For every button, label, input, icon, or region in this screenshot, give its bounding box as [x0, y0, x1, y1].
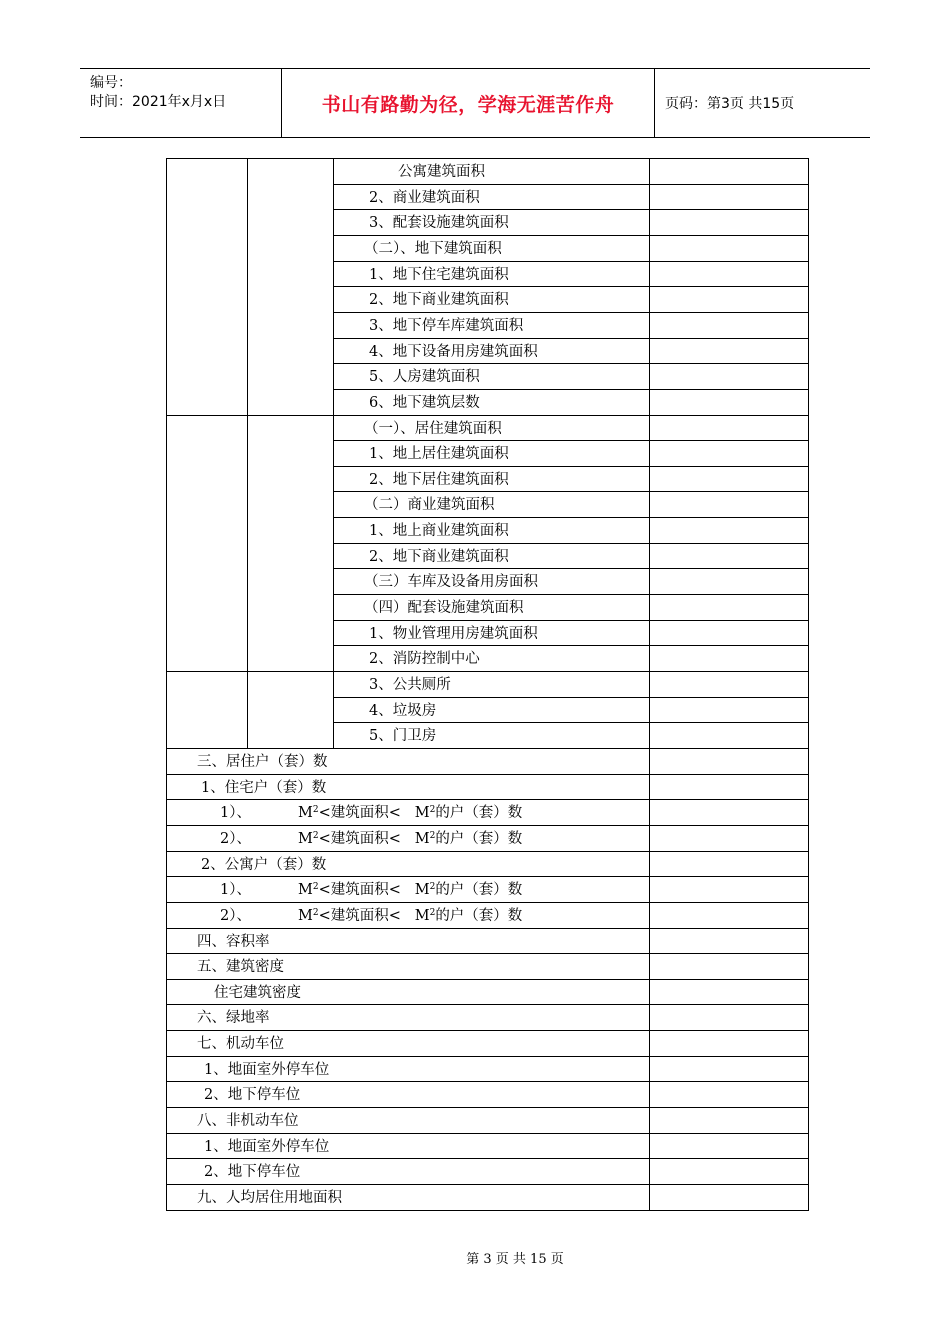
item-label: 四、容积率 [197, 934, 270, 950]
item-label: 1、地上商业建筑面积 [369, 523, 509, 539]
value-cell [649, 825, 809, 852]
item-label: 3、配套设施建筑面积 [369, 215, 509, 231]
item-cell [333, 184, 650, 210]
header-meta [80, 69, 282, 137]
value-cell [649, 671, 809, 698]
item-label: 2、消防控制中心 [369, 651, 480, 667]
item-cell [333, 722, 650, 749]
item-label: （二）商业建筑面积 [364, 497, 495, 513]
item-label: 1、地面室外停车位 [204, 1139, 330, 1155]
item-label: 2、地下停车位 [204, 1164, 301, 1180]
item-label: 3、地下停车库建筑面积 [369, 318, 524, 334]
item-label: 2、公寓户（套）数 [201, 857, 327, 873]
value-cell [649, 594, 809, 621]
area-range-label: $M^2<$建筑面积< $M^2$的户（套）数 [298, 805, 523, 821]
item-cell-wide [166, 1133, 650, 1159]
item-cell-wide [166, 876, 650, 903]
item-label: 2）、 [220, 908, 251, 924]
item-cell [333, 491, 650, 518]
value-cell [649, 799, 809, 826]
item-label: 2）、 [220, 831, 251, 847]
item-cell-wide [166, 1184, 650, 1211]
item-cell [333, 645, 650, 672]
code-label: 编号： [90, 75, 132, 91]
item-cell-wide [166, 928, 650, 954]
subcategory-cell-3 [247, 671, 334, 749]
time-label: 时间：2021年x月x日 [90, 94, 227, 110]
value-cell [649, 568, 809, 595]
item-label: 六、绿地率 [197, 1010, 270, 1026]
item-cell [333, 543, 650, 569]
value-cell [649, 517, 809, 544]
value-cell [649, 286, 809, 313]
item-label: 4、垃圾房 [369, 703, 437, 719]
area-index-table [166, 158, 808, 1212]
item-label: 1）、 [220, 882, 251, 898]
value-cell [649, 389, 809, 416]
value-cell [649, 620, 809, 646]
value-cell [649, 1081, 809, 1108]
item-label: （二）、地下建筑面积 [364, 241, 502, 257]
item-cell-wide [166, 953, 650, 980]
item-cell-wide [166, 1056, 650, 1082]
value-cell [649, 722, 809, 749]
item-label: 住宅建筑密度 [214, 985, 301, 1001]
value-cell [649, 697, 809, 723]
category-cell-3 [166, 671, 248, 749]
item-cell-wide [166, 1158, 650, 1185]
item-cell [333, 363, 650, 390]
item-cell-wide [166, 1030, 650, 1057]
value-cell [649, 1030, 809, 1057]
item-label: 2、地下居住建筑面积 [369, 472, 509, 488]
page-info-text: 页码：第3页 共15页 [665, 96, 795, 112]
item-cell-wide [166, 1004, 650, 1031]
header-motto [282, 69, 655, 137]
value-cell [649, 1056, 809, 1082]
value-cell [649, 543, 809, 569]
item-cell-wide [166, 774, 650, 800]
item-label: 5、人房建筑面积 [369, 369, 480, 385]
item-label: 2、地下商业建筑面积 [369, 292, 509, 308]
item-cell [333, 312, 650, 339]
item-label: 1）、 [220, 805, 251, 821]
item-label: 2、地下商业建筑面积 [369, 549, 509, 565]
item-cell [333, 286, 650, 313]
item-cell [333, 338, 650, 364]
value-cell [649, 928, 809, 954]
item-cell [333, 620, 650, 646]
subcategory-cell-2 [247, 415, 334, 672]
value-cell [649, 1107, 809, 1134]
item-label: 5、门卫房 [369, 728, 437, 744]
item-cell-wide [166, 1107, 650, 1134]
value-cell [649, 184, 809, 210]
area-range-label: $M^2<$建筑面积< $M^2$的户（套）数 [298, 882, 523, 898]
item-label: 三、居住户（套）数 [197, 754, 328, 770]
item-label: 1、地下住宅建筑面积 [369, 267, 509, 283]
motto-text: 书山有路勤为径，学海无涯苦作舟 [321, 93, 615, 116]
item-label: 3、公共厕所 [369, 677, 451, 693]
value-cell [649, 158, 809, 185]
item-label: 九、人均居住用地面积 [197, 1190, 342, 1206]
item-label: 七、机动车位 [197, 1036, 284, 1052]
item-cell [333, 389, 650, 416]
item-cell [333, 568, 650, 595]
value-cell [649, 440, 809, 467]
item-label: 八、非机动车位 [197, 1113, 299, 1129]
item-cell [333, 466, 650, 492]
item-label: 2、地下停车位 [204, 1087, 301, 1103]
item-cell-wide [166, 851, 650, 877]
value-cell [649, 261, 809, 287]
item-cell [333, 517, 650, 544]
item-cell-wide [166, 825, 650, 852]
page-footer: 第 3 页 共 15 页 [466, 1252, 564, 1267]
value-cell [649, 902, 809, 929]
value-cell [649, 312, 809, 339]
subcategory-cell-1 [247, 158, 334, 416]
item-cell [333, 440, 650, 467]
item-label: （三）车库及设备用房面积 [364, 574, 538, 590]
item-cell [333, 671, 650, 698]
value-cell [649, 1004, 809, 1031]
item-label: 五、建筑密度 [197, 959, 284, 975]
item-cell [333, 697, 650, 723]
item-label: 2、商业建筑面积 [369, 190, 480, 206]
header-page-info [655, 69, 870, 137]
category-cell-2 [166, 415, 248, 672]
item-cell [333, 158, 650, 185]
value-cell [649, 1133, 809, 1159]
value-cell [649, 645, 809, 672]
item-cell-wide [166, 748, 650, 775]
value-cell [649, 491, 809, 518]
value-cell [649, 1184, 809, 1211]
value-cell [649, 209, 809, 236]
item-label: 公寓建筑面积 [398, 164, 485, 180]
item-cell [333, 235, 650, 262]
item-label: 4、地下设备用房建筑面积 [369, 344, 538, 360]
value-cell [649, 851, 809, 877]
value-cell [649, 774, 809, 800]
value-cell [649, 876, 809, 903]
value-cell [649, 953, 809, 980]
area-range-label: $M^2<$建筑面积< $M^2$的户（套）数 [298, 831, 523, 847]
item-label: 1、住宅户（套）数 [201, 780, 327, 796]
item-cell-wide [166, 799, 650, 826]
item-label: （四）配套设施建筑面积 [364, 600, 524, 616]
area-range-label: $M^2<$建筑面积< $M^2$的户（套）数 [298, 908, 523, 924]
page-header [80, 68, 870, 138]
item-cell [333, 261, 650, 287]
item-cell-wide [166, 1081, 650, 1108]
item-cell-wide [166, 902, 650, 929]
item-label: 6、地下建筑层数 [369, 395, 480, 411]
item-cell [333, 594, 650, 621]
value-cell [649, 748, 809, 775]
value-cell [649, 979, 809, 1005]
value-cell [649, 363, 809, 390]
value-cell [649, 338, 809, 364]
item-label: 1、物业管理用房建筑面积 [369, 626, 538, 642]
item-label: 1、地上居住建筑面积 [369, 446, 509, 462]
item-label: 1、地面室外停车位 [204, 1062, 330, 1078]
value-cell [649, 235, 809, 262]
value-cell [649, 466, 809, 492]
item-cell [333, 209, 650, 236]
value-cell [649, 1158, 809, 1185]
item-cell [333, 415, 650, 441]
item-label: （一）、居住建筑面积 [364, 421, 502, 437]
category-cell-1 [166, 158, 248, 416]
value-cell [649, 415, 809, 441]
item-cell-wide [166, 979, 650, 1005]
